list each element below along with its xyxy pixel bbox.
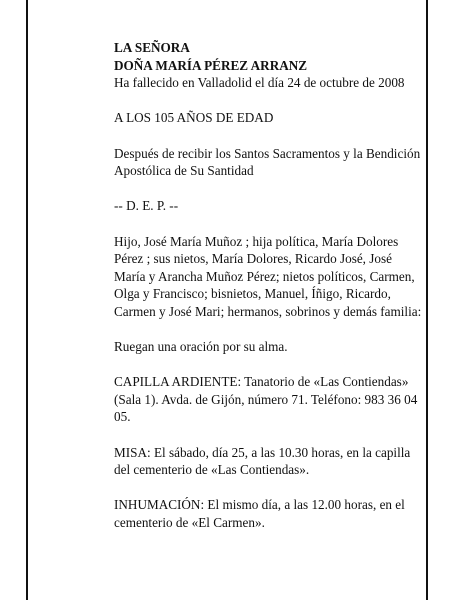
notice-family: Hijo, José María Muñoz ; hija política, María Dolores Pérez ; sus nietos, María Dolores, Ricardo José, José María y Arancha Muñoz Pérez; nietos políticos, Carmen, Olga y Francisco; bisnietos, Manuel, Íñigo, Ricardo, Carmen y José Mari; hermanos, sobrinos y demás familia:	[114, 233, 422, 319]
notice-mass	[114, 444, 424, 479]
burial-label: INHUMACIÓN:	[114, 497, 205, 513]
notice-deceased-name: DOÑA MARÍA PÉREZ ARRANZ	[114, 57, 308, 73]
death-notice	[114, 39, 424, 532]
mass-label: MISA:	[114, 444, 151, 460]
notice-sacraments: Después de recibir los Santos Sacramentos y la Bendición Apostólica de Su Santidad	[114, 145, 421, 179]
notice-rip: -- D. E. P. --	[114, 198, 179, 214]
burial-text: El mismo día, a las 12.00 horas, en el cementerio de «El Carmen».	[114, 497, 405, 531]
notice-age-line: A LOS 105 AÑOS DE EDAD	[114, 110, 274, 126]
notice-death-line: Ha fallecido en Valladolid el día 24 de octubre de 2008	[114, 75, 405, 91]
chapel-text: Tanatorio de «Las Contiendas» (Sala 1). Avda. de Gijón, número 71. Teléfono: 983 36 04 05.	[114, 374, 418, 425]
chapel-label: CAPILLA ARDIENTE:	[114, 374, 242, 390]
mass-text: El sábado, día 25, a las 10.30 horas, en la capilla del cementerio de «Las Contiendas».	[114, 444, 411, 478]
notice-chapel	[114, 373, 424, 426]
notice-burial	[114, 496, 424, 531]
notice-title-line1: LA SEÑORA	[114, 40, 190, 55]
notice-prayer: Ruegan una oración por su alma.	[114, 339, 288, 355]
